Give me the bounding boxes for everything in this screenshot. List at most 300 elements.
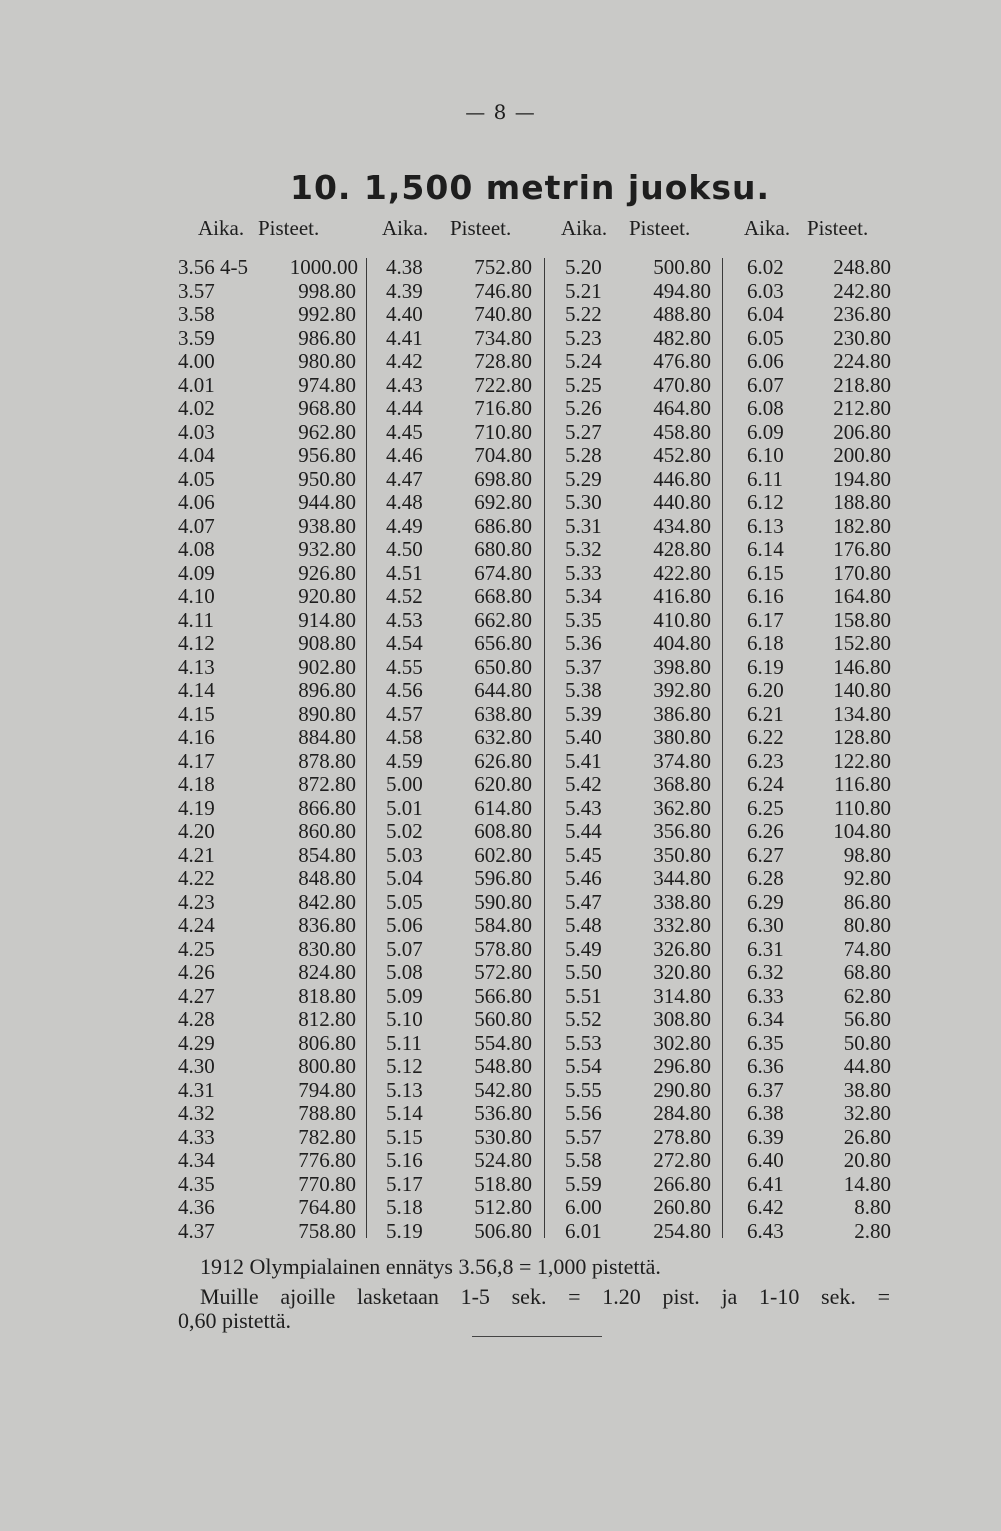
time-cell: 4.06 bbox=[178, 490, 215, 514]
time-cell: 4.05 bbox=[178, 466, 215, 491]
points-cell: 944.80 bbox=[298, 490, 356, 514]
points-cell: 446.80 bbox=[653, 466, 711, 491]
time-cell: 6.14 bbox=[747, 537, 784, 561]
time-cell: 4.07 bbox=[178, 513, 215, 538]
points-cell: 368.80 bbox=[653, 772, 711, 796]
time-cell: 4.08 bbox=[178, 537, 215, 561]
points-cell: 830.80 bbox=[298, 936, 356, 961]
time-cell: 5.06 bbox=[386, 913, 423, 937]
points-cell: 482.80 bbox=[653, 325, 711, 350]
time-cell: 5.34 bbox=[565, 584, 602, 608]
points-cell: 458.80 bbox=[653, 419, 711, 444]
time-cell: 6.00 bbox=[565, 1195, 602, 1219]
points-cell: 890.80 bbox=[298, 701, 356, 726]
points-cell: 314.80 bbox=[653, 983, 711, 1008]
time-cell: 6.05 bbox=[747, 325, 784, 350]
points-cell: 896.80 bbox=[298, 678, 356, 702]
time-cell: 5.28 bbox=[565, 443, 602, 467]
points-cell: 974.80 bbox=[298, 372, 356, 397]
time-cell: 5.01 bbox=[386, 795, 423, 820]
points-cell: 860.80 bbox=[298, 819, 356, 843]
time-cell: 6.33 bbox=[747, 983, 784, 1008]
points-cell: 824.80 bbox=[298, 960, 356, 984]
time-cell: 5.29 bbox=[565, 466, 602, 491]
points-cell: 278.80 bbox=[653, 1124, 711, 1149]
time-cell: 5.51 bbox=[565, 983, 602, 1008]
time-cell: 6.06 bbox=[747, 349, 784, 373]
points-cell: 938.80 bbox=[298, 513, 356, 538]
points-cell: 806.80 bbox=[298, 1030, 356, 1055]
time-cell: 4.31 bbox=[178, 1077, 215, 1102]
points-cell: 524.80 bbox=[474, 1148, 532, 1172]
points-cell: 8.80 bbox=[854, 1195, 891, 1219]
points-cell: 764.80 bbox=[298, 1195, 356, 1219]
time-cell: 6.22 bbox=[747, 725, 784, 749]
points-cell: 728.80 bbox=[474, 349, 532, 373]
points-cell: 566.80 bbox=[474, 983, 532, 1008]
points-cell: 518.80 bbox=[474, 1171, 532, 1196]
points-cell: 980.80 bbox=[298, 349, 356, 373]
points-cell: 488.80 bbox=[653, 302, 711, 326]
points-cell: 134.80 bbox=[833, 701, 891, 726]
time-cell: 4.20 bbox=[178, 819, 215, 843]
time-cell: 6.21 bbox=[747, 701, 784, 726]
time-cell: 5.58 bbox=[565, 1148, 602, 1172]
points-cell: 884.80 bbox=[298, 725, 356, 749]
time-cell: 4.16 bbox=[178, 725, 215, 749]
time-cell: 4.59 bbox=[386, 748, 423, 773]
points-cell: 464.80 bbox=[653, 396, 711, 420]
time-cell: 6.36 bbox=[747, 1054, 784, 1078]
time-cell: 6.25 bbox=[747, 795, 784, 820]
points-cell: 266.80 bbox=[653, 1171, 711, 1196]
time-cell: 3.57 bbox=[178, 278, 215, 303]
time-cell: 6.23 bbox=[747, 748, 784, 773]
time-cell: 4.49 bbox=[386, 513, 423, 538]
time-cell: 5.19 bbox=[386, 1218, 423, 1243]
points-cell: 848.80 bbox=[298, 866, 356, 890]
time-cell: 4.28 bbox=[178, 1007, 215, 1031]
time-cell: 6.39 bbox=[747, 1124, 784, 1149]
points-cell: 116.80 bbox=[834, 772, 891, 796]
time-cell: 5.50 bbox=[565, 960, 602, 984]
points-cell: 908.80 bbox=[298, 631, 356, 655]
time-cell: 5.27 bbox=[565, 419, 602, 444]
points-cell: 752.80 bbox=[474, 255, 532, 279]
time-cell: 4.54 bbox=[386, 631, 423, 655]
points-cell: 380.80 bbox=[653, 725, 711, 749]
time-cell: 5.35 bbox=[565, 607, 602, 632]
time-cell: 6.12 bbox=[747, 490, 784, 514]
time-cell: 5.59 bbox=[565, 1171, 602, 1196]
points-cell: 386.80 bbox=[653, 701, 711, 726]
points-cell: 62.80 bbox=[843, 983, 891, 1008]
time-cell: 4.04 bbox=[178, 443, 215, 467]
time-cell: 5.42 bbox=[565, 772, 602, 796]
points-cell: 650.80 bbox=[474, 654, 532, 679]
time-cell: 5.44 bbox=[565, 819, 602, 843]
time-cell: 6.16 bbox=[747, 584, 784, 608]
points-cell: 998.80 bbox=[298, 278, 356, 303]
points-cell: 230.80 bbox=[833, 325, 891, 350]
time-cell: 4.39 bbox=[386, 278, 423, 303]
points-cell: 554.80 bbox=[474, 1030, 532, 1055]
header-time: Aika. bbox=[198, 216, 245, 240]
time-cell: 4.44 bbox=[386, 396, 423, 420]
points-cell: 350.80 bbox=[653, 842, 711, 867]
time-cell: 5.38 bbox=[565, 678, 602, 702]
time-cell: 4.30 bbox=[178, 1054, 215, 1078]
time-cell: 4.48 bbox=[386, 490, 423, 514]
time-cell: 4.46 bbox=[386, 443, 423, 467]
points-cell: 398.80 bbox=[653, 654, 711, 679]
points-cell: 374.80 bbox=[653, 748, 711, 773]
points-cell: 638.80 bbox=[474, 701, 532, 726]
time-cell: 5.16 bbox=[386, 1148, 423, 1172]
time-cell: 4.29 bbox=[178, 1030, 215, 1055]
points-cell: 200.80 bbox=[833, 443, 891, 467]
time-cell: 4.24 bbox=[178, 913, 215, 937]
time-cell: 5.12 bbox=[386, 1054, 423, 1078]
points-cell: 512.80 bbox=[474, 1195, 532, 1219]
time-cell: 4.56 bbox=[386, 678, 423, 702]
time-cell: 5.18 bbox=[386, 1195, 423, 1219]
time-cell: 5.48 bbox=[565, 913, 602, 937]
time-cell: 5.54 bbox=[565, 1054, 602, 1078]
time-cell: 4.40 bbox=[386, 302, 423, 326]
points-cell: 56.80 bbox=[843, 1007, 891, 1031]
time-cell: 5.17 bbox=[386, 1171, 423, 1196]
time-cell: 4.17 bbox=[178, 748, 215, 773]
time-cell: 4.18 bbox=[178, 772, 215, 796]
points-cell: 452.80 bbox=[653, 443, 711, 467]
time-cell: 5.00 bbox=[386, 772, 423, 796]
time-cell: 5.53 bbox=[565, 1030, 602, 1055]
points-cell: 710.80 bbox=[474, 419, 532, 444]
points-cell: 392.80 bbox=[653, 678, 711, 702]
time-cell: 5.24 bbox=[565, 349, 602, 373]
points-cell: 86.80 bbox=[843, 889, 891, 914]
time-cell: 5.41 bbox=[565, 748, 602, 773]
time-cell: 4.43 bbox=[386, 372, 423, 397]
time-cell: 6.11 bbox=[747, 466, 783, 491]
points-cell: 782.80 bbox=[298, 1124, 356, 1149]
points-cell: 338.80 bbox=[653, 889, 711, 914]
points-cell: 326.80 bbox=[653, 936, 711, 961]
points-cell: 914.80 bbox=[298, 607, 356, 632]
points-cell: 2.80 bbox=[854, 1218, 891, 1243]
time-cell: 6.02 bbox=[747, 255, 784, 279]
page-title: 10. 1,500 metrin juoksu. bbox=[289, 168, 771, 207]
header-points: Pisteet. bbox=[807, 216, 869, 240]
points-cell: 344.80 bbox=[653, 866, 711, 890]
points-cell: 872.80 bbox=[298, 772, 356, 796]
time-cell: 4.15 bbox=[178, 701, 215, 726]
time-cell: 5.11 bbox=[386, 1030, 422, 1055]
points-cell: 926.80 bbox=[298, 560, 356, 585]
time-cell: 6.43 bbox=[747, 1218, 784, 1243]
time-cell: 5.56 bbox=[565, 1101, 602, 1125]
points-cell: 572.80 bbox=[474, 960, 532, 984]
time-cell: 6.41 bbox=[747, 1171, 784, 1196]
time-cell: 4.34 bbox=[178, 1148, 215, 1172]
time-cell: 6.31 bbox=[747, 936, 784, 961]
points-cell: 26.80 bbox=[843, 1124, 891, 1149]
time-cell: 5.33 bbox=[565, 560, 602, 585]
points-cell: 212.80 bbox=[833, 396, 891, 420]
time-cell: 4.45 bbox=[386, 419, 423, 444]
time-cell: 5.36 bbox=[565, 631, 602, 655]
time-cell: 6.40 bbox=[747, 1148, 784, 1172]
points-cell: 110.80 bbox=[834, 795, 891, 820]
time-cell: 5.03 bbox=[386, 842, 423, 867]
points-cell: 332.80 bbox=[653, 913, 711, 937]
points-cell: 656.80 bbox=[474, 631, 532, 655]
points-cell: 746.80 bbox=[474, 278, 532, 303]
time-cell: 4.12 bbox=[178, 631, 215, 655]
points-cell: 986.80 bbox=[298, 325, 356, 350]
time-cell: 6.28 bbox=[747, 866, 784, 890]
points-cell: 608.80 bbox=[474, 819, 532, 843]
time-cell: 4.57 bbox=[386, 701, 423, 726]
time-cell: 4.02 bbox=[178, 396, 215, 420]
time-cell: 5.49 bbox=[565, 936, 602, 961]
time-cell: 5.43 bbox=[565, 795, 602, 820]
points-cell: 206.80 bbox=[833, 419, 891, 444]
points-cell: 794.80 bbox=[298, 1077, 356, 1102]
points-cell: 932.80 bbox=[298, 537, 356, 561]
page-number: — 8 — bbox=[465, 100, 536, 124]
points-cell: 614.80 bbox=[474, 795, 532, 820]
points-cell: 644.80 bbox=[474, 678, 532, 702]
points-cell: 98.80 bbox=[843, 842, 891, 867]
time-cell: 5.02 bbox=[386, 819, 423, 843]
points-cell: 734.80 bbox=[474, 325, 532, 350]
points-cell: 416.80 bbox=[653, 584, 711, 608]
points-cell: 74.80 bbox=[843, 936, 891, 961]
points-cell: 962.80 bbox=[298, 419, 356, 444]
column-divider bbox=[722, 258, 723, 1238]
time-cell: 5.09 bbox=[386, 983, 423, 1008]
time-cell: 6.38 bbox=[747, 1101, 784, 1125]
time-cell: 6.07 bbox=[747, 372, 784, 397]
points-cell: 302.80 bbox=[653, 1030, 711, 1055]
points-cell: 290.80 bbox=[653, 1077, 711, 1102]
points-cell: 800.80 bbox=[298, 1054, 356, 1078]
points-cell: 632.80 bbox=[474, 725, 532, 749]
points-cell: 146.80 bbox=[833, 654, 891, 679]
time-cell: 4.26 bbox=[178, 960, 215, 984]
points-cell: 680.80 bbox=[474, 537, 532, 561]
points-cell: 674.80 bbox=[474, 560, 532, 585]
points-cell: 242.80 bbox=[833, 278, 891, 303]
time-cell: 5.13 bbox=[386, 1077, 423, 1102]
time-cell: 4.22 bbox=[178, 866, 215, 890]
footer-record-note: 1912 Olympialainen ennätys 3.56,8 = 1,000 pistettä. bbox=[200, 1254, 661, 1279]
time-cell: 5.23 bbox=[565, 325, 602, 350]
footer-rule-note: Muille ajoille lasketaan 1-5 sek. = 1.20 pist. ja 1-10 sek. = bbox=[200, 1284, 890, 1309]
points-cell: 626.80 bbox=[474, 748, 532, 773]
points-cell: 362.80 bbox=[653, 795, 711, 820]
time-cell: 3.59 bbox=[178, 325, 215, 350]
time-cell: 5.32 bbox=[565, 537, 602, 561]
time-cell: 4.50 bbox=[386, 537, 423, 561]
points-cell: 14.80 bbox=[843, 1171, 891, 1196]
time-cell: 6.30 bbox=[747, 913, 784, 937]
points-cell: 842.80 bbox=[298, 889, 356, 914]
points-cell: 428.80 bbox=[653, 537, 711, 561]
points-cell: 692.80 bbox=[474, 490, 532, 514]
time-cell: 3.58 bbox=[178, 302, 215, 326]
time-cell: 4.00 bbox=[178, 349, 215, 373]
points-cell: 80.80 bbox=[843, 913, 891, 937]
points-cell: 434.80 bbox=[653, 513, 711, 538]
time-cell: 5.47 bbox=[565, 889, 602, 914]
time-cell: 5.14 bbox=[386, 1101, 423, 1125]
time-cell: 6.29 bbox=[747, 889, 784, 914]
points-cell: 50.80 bbox=[843, 1030, 891, 1055]
time-cell: 6.04 bbox=[747, 302, 784, 326]
points-cell: 836.80 bbox=[298, 913, 356, 937]
time-cell: 5.04 bbox=[386, 866, 423, 890]
points-cell: 956.80 bbox=[298, 443, 356, 467]
time-cell: 6.09 bbox=[747, 419, 784, 444]
points-cell: 818.80 bbox=[298, 983, 356, 1008]
points-cell: 410.80 bbox=[653, 607, 711, 632]
points-cell: 122.80 bbox=[833, 748, 891, 773]
points-cell: 722.80 bbox=[474, 372, 532, 397]
points-cell: 548.80 bbox=[474, 1054, 532, 1078]
points-cell: 248.80 bbox=[833, 255, 891, 279]
time-cell: 5.57 bbox=[565, 1124, 602, 1149]
points-cell: 620.80 bbox=[474, 772, 532, 796]
time-cell: 3.56 4-5 bbox=[178, 255, 248, 279]
time-cell: 5.37 bbox=[565, 654, 602, 679]
points-cell: 470.80 bbox=[653, 372, 711, 397]
time-cell: 5.22 bbox=[565, 302, 602, 326]
time-cell: 4.53 bbox=[386, 607, 423, 632]
time-cell: 5.20 bbox=[565, 255, 602, 279]
points-cell: 260.80 bbox=[653, 1195, 711, 1219]
time-cell: 4.37 bbox=[178, 1218, 215, 1243]
time-cell: 5.45 bbox=[565, 842, 602, 867]
time-cell: 4.03 bbox=[178, 419, 215, 444]
points-cell: 440.80 bbox=[653, 490, 711, 514]
time-cell: 6.01 bbox=[565, 1218, 602, 1243]
time-cell: 4.32 bbox=[178, 1101, 215, 1125]
points-cell: 950.80 bbox=[298, 466, 356, 491]
time-cell: 6.42 bbox=[747, 1195, 784, 1219]
time-cell: 4.35 bbox=[178, 1171, 215, 1196]
time-cell: 4.51 bbox=[386, 560, 423, 585]
points-cell: 32.80 bbox=[843, 1101, 891, 1125]
points-cell: 152.80 bbox=[833, 631, 891, 655]
time-cell: 4.42 bbox=[386, 349, 423, 373]
points-cell: 20.80 bbox=[843, 1148, 891, 1172]
points-cell: 44.80 bbox=[843, 1054, 891, 1078]
points-cell: 740.80 bbox=[474, 302, 532, 326]
time-cell: 4.55 bbox=[386, 654, 423, 679]
time-cell: 4.41 bbox=[386, 325, 423, 350]
points-cell: 560.80 bbox=[474, 1007, 532, 1031]
points-cell: 128.80 bbox=[833, 725, 891, 749]
points-cell: 866.80 bbox=[298, 795, 356, 820]
footer-rule-note-cont: 0,60 pistettä. bbox=[178, 1308, 292, 1333]
points-cell: 320.80 bbox=[653, 960, 711, 984]
points-cell: 506.80 bbox=[474, 1218, 532, 1243]
time-cell: 5.55 bbox=[565, 1077, 602, 1102]
time-cell: 4.19 bbox=[178, 795, 215, 820]
column-divider bbox=[366, 258, 367, 1238]
time-cell: 6.18 bbox=[747, 631, 784, 655]
points-cell: 596.80 bbox=[474, 866, 532, 890]
time-cell: 5.25 bbox=[565, 372, 602, 397]
column-divider bbox=[544, 258, 545, 1238]
time-cell: 5.07 bbox=[386, 936, 423, 961]
time-cell: 4.25 bbox=[178, 936, 215, 961]
time-cell: 4.58 bbox=[386, 725, 423, 749]
points-cell: 542.80 bbox=[474, 1077, 532, 1102]
time-cell: 5.08 bbox=[386, 960, 423, 984]
points-cell: 218.80 bbox=[833, 372, 891, 397]
points-cell: 1000.00 bbox=[289, 255, 358, 279]
points-cell: 578.80 bbox=[474, 936, 532, 961]
points-cell: 104.80 bbox=[833, 819, 891, 843]
time-cell: 5.31 bbox=[565, 513, 602, 538]
points-cell: 308.80 bbox=[653, 1007, 711, 1031]
points-cell: 992.80 bbox=[298, 302, 356, 326]
points-cell: 902.80 bbox=[298, 654, 356, 679]
points-cell: 662.80 bbox=[474, 607, 532, 632]
time-cell: 6.15 bbox=[747, 560, 784, 585]
time-cell: 4.52 bbox=[386, 584, 423, 608]
time-cell: 4.14 bbox=[178, 678, 215, 702]
points-cell: 878.80 bbox=[298, 748, 356, 773]
header-points: Pisteet. bbox=[258, 216, 320, 240]
points-cell: 164.80 bbox=[833, 584, 891, 608]
time-cell: 5.52 bbox=[565, 1007, 602, 1031]
points-cell: 194.80 bbox=[833, 466, 891, 491]
points-cell: 584.80 bbox=[474, 913, 532, 937]
time-cell: 6.17 bbox=[747, 607, 784, 632]
points-cell: 38.80 bbox=[843, 1077, 891, 1102]
points-cell: 698.80 bbox=[474, 466, 532, 491]
time-cell: 5.39 bbox=[565, 701, 602, 726]
time-cell: 6.03 bbox=[747, 278, 784, 303]
time-cell: 4.13 bbox=[178, 654, 215, 679]
points-cell: 254.80 bbox=[653, 1218, 711, 1243]
points-cell: 284.80 bbox=[653, 1101, 711, 1125]
time-cell: 4.38 bbox=[386, 255, 423, 279]
points-cell: 854.80 bbox=[298, 842, 356, 867]
points-cell: 68.80 bbox=[843, 960, 891, 984]
header-points: Pisteet. bbox=[629, 216, 691, 240]
points-cell: 494.80 bbox=[653, 278, 711, 303]
time-cell: 4.11 bbox=[178, 607, 214, 632]
points-cell: 140.80 bbox=[833, 678, 891, 702]
time-cell: 6.20 bbox=[747, 678, 784, 702]
points-cell: 404.80 bbox=[653, 631, 711, 655]
points-cell: 182.80 bbox=[833, 513, 891, 538]
time-cell: 6.27 bbox=[747, 842, 784, 867]
time-cell: 4.47 bbox=[386, 466, 423, 491]
points-cell: 920.80 bbox=[298, 584, 356, 608]
points-cell: 530.80 bbox=[474, 1124, 532, 1149]
points-cell: 968.80 bbox=[298, 396, 356, 420]
time-cell: 5.30 bbox=[565, 490, 602, 514]
points-cell: 158.80 bbox=[833, 607, 891, 632]
time-cell: 5.10 bbox=[386, 1007, 423, 1031]
